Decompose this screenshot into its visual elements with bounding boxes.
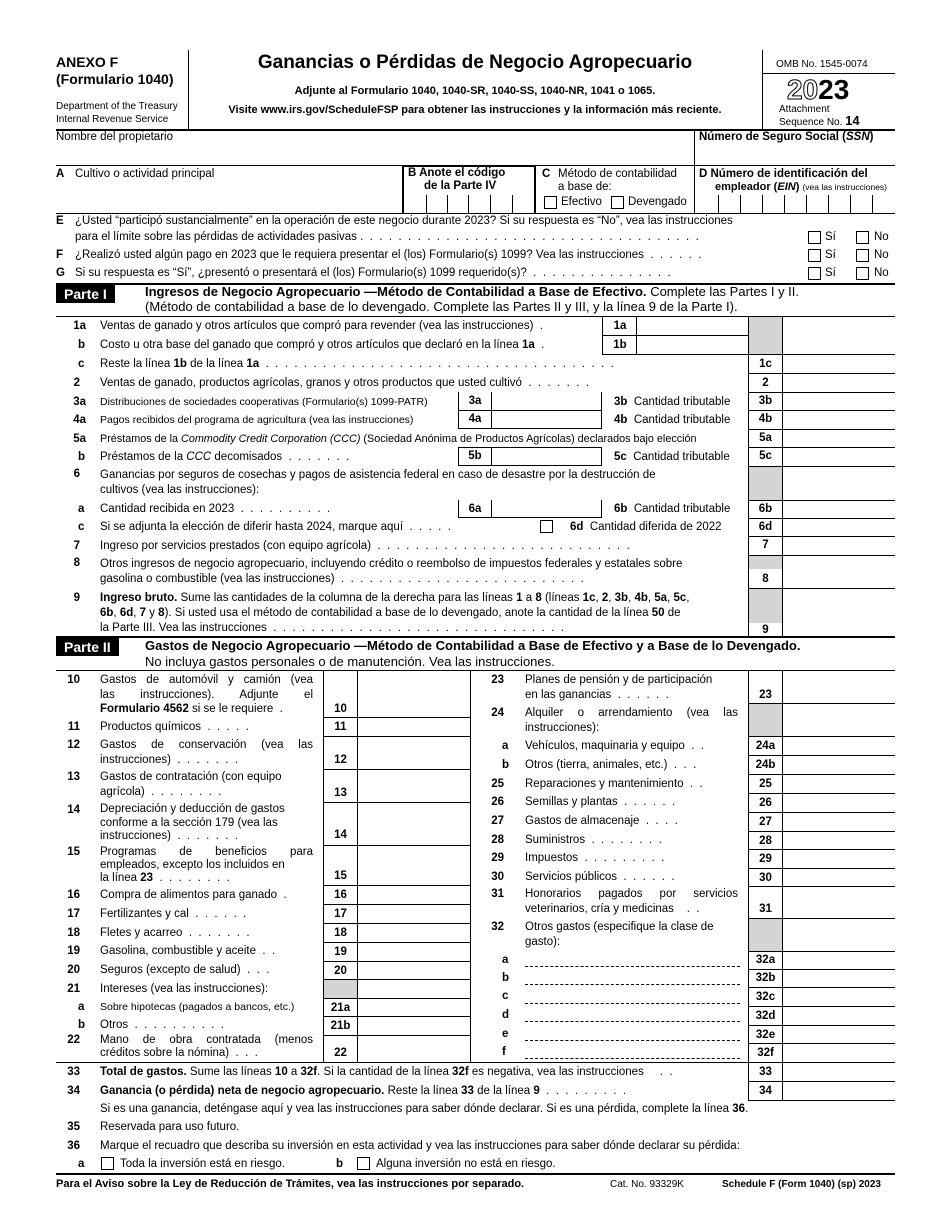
line-g-letter: G xyxy=(56,267,65,279)
line-26-amount[interactable] xyxy=(783,794,895,812)
line-3b-amount[interactable] xyxy=(783,392,895,410)
line-13-text: Gastos de contratación (con equipo xyxy=(100,771,282,783)
line-32c-box: 32c xyxy=(755,991,776,1003)
line-20-amount[interactable] xyxy=(358,962,470,979)
line-18-amount[interactable] xyxy=(358,924,470,942)
line-15-box: 15 xyxy=(334,870,347,882)
line-23-num: 23 xyxy=(491,674,504,686)
line-5c-amount[interactable] xyxy=(783,447,895,465)
line-32d-num: d xyxy=(502,1009,510,1021)
part2-title: Gastos de Negocio Agropecuario —Método de Contabilidad a Base de Efectivo y a Base de lo Devengado. xyxy=(145,638,801,653)
line-1c-amount[interactable] xyxy=(783,355,895,373)
line-1a-text: Ventas de ganado y otros artículos que compró para revender (vea las instrucciones) . xyxy=(100,320,543,332)
cash-method-label: Efectivo xyxy=(561,196,602,208)
line-13-amount[interactable] xyxy=(358,770,470,802)
tax-year: 2023 xyxy=(787,74,850,105)
line-25-amount[interactable] xyxy=(783,775,895,793)
line-e-yes-label: Sí xyxy=(825,231,836,243)
line-21a-amount[interactable] xyxy=(358,999,470,1016)
line-22-text2: créditos sobre la nómina) . . . xyxy=(100,1047,258,1059)
line-31-amount[interactable] xyxy=(783,887,895,918)
ssn-field[interactable] xyxy=(696,145,894,165)
line-21b-text: Otros . . . . . . . . . . xyxy=(100,1019,224,1031)
line-32-num: 32 xyxy=(491,921,504,933)
line-11-text: Productos químicos . . . . . xyxy=(100,721,249,733)
line-f-letter: F xyxy=(56,249,64,261)
line-33-amount[interactable] xyxy=(783,1063,895,1081)
line-6-num: 6 xyxy=(73,468,80,480)
line-14-text3: instrucciones) . . . . . . . xyxy=(100,830,239,842)
line-3b-text: 3b Cantidad tributable xyxy=(614,396,731,408)
line-1c-box: 1c xyxy=(759,358,772,370)
line-3b-box: 3b xyxy=(758,395,773,407)
line-4b-text: 4b Cantidad tributable xyxy=(614,414,731,426)
line-35-text: Reservada para uso futuro. xyxy=(100,1121,240,1133)
line-33-text: Total de gastos. Sume las líneas 10 a 32f. Si la cantidad de la línea 32f es negativa, vea las instrucciones . . xyxy=(100,1066,673,1078)
line-32c-description[interactable] xyxy=(525,989,740,1003)
form-id: ANEXO F xyxy=(56,54,119,70)
line-18-text: Fletes y acarreo . . . . . . . xyxy=(100,927,250,939)
line-g-no-label: No xyxy=(874,267,889,279)
line-22-text: Mano de obra contratada (menos xyxy=(100,1034,313,1046)
line-9-num: 9 xyxy=(73,592,80,604)
accrual-method-checkbox[interactable] xyxy=(611,196,624,209)
line-20-num: 20 xyxy=(67,964,80,976)
line-9-text: Ingreso bruto. Sume las cantidades de la columna de la derecha para las líneas 1 a 8 (líneas 1c, 2, 3b, 4b, 5a, 5c, xyxy=(100,592,690,604)
line-32a-box: 32a xyxy=(755,954,776,966)
line-6-text: Ganancias por seguros de cosechas y pagos de asistencia federal en caso de desastre por la destrucción de xyxy=(100,469,656,481)
line-21b-box: 21b xyxy=(330,1020,351,1032)
line-24-text: Alquiler o arrendamiento (vea las xyxy=(525,707,738,719)
line-32e-num: e xyxy=(502,1028,509,1040)
line-33-box: 33 xyxy=(759,1066,772,1078)
line-g-no-checkbox[interactable] xyxy=(856,267,869,280)
line-14-text: Depreciación y deducción de gastos xyxy=(100,803,285,815)
line-17-box: 17 xyxy=(334,908,347,920)
line-9-text3: la Parte III. Vea las instrucciones . . . . . . . . . . . . . . . . . . . . . . . . . . . . . . . xyxy=(100,622,564,634)
line-32b-amount[interactable] xyxy=(783,970,895,987)
line-26-box: 26 xyxy=(759,797,772,809)
line-6d-amount[interactable] xyxy=(783,518,895,536)
form-sub: (Formulario 1040) xyxy=(56,71,174,87)
line-26-text: Semillas y plantas . . . . . . xyxy=(525,796,676,808)
line-20-box: 20 xyxy=(334,965,347,977)
line-23-text: Planes de pensión y de participación xyxy=(525,674,713,686)
line-1c-text: Reste la línea 1b de la línea 1a . . . . . . . . . . . . . . . . . . . . . . . . . . . . . . . . . . . . . xyxy=(100,358,614,370)
line-4b-box: 4b xyxy=(758,413,773,425)
line-g-yes-label: Sí xyxy=(825,267,836,279)
line-28-text: Suministros . . . . . . . . xyxy=(525,834,662,846)
line-19-box: 19 xyxy=(334,946,347,958)
footer-form: Schedule F (Form 1040) (sp) 2023 xyxy=(722,1179,881,1190)
line-16-text: Compra de alimentos para ganado . xyxy=(100,889,287,901)
line-21b-amount[interactable] xyxy=(358,1017,470,1035)
line-30-amount[interactable] xyxy=(783,869,895,886)
line-36-text: Marque el recuadro que describa su inversión en esta actividad y vea las instrucciones para saber dónde declarar su pérdida: xyxy=(100,1140,740,1152)
part1-title: Ingresos de Negocio Agropecuario —Método de Contabilidad a Base de Efectivo. Complete las Partes I y II. xyxy=(145,284,800,299)
line-24-num: 24 xyxy=(491,707,504,719)
line-2-amount[interactable] xyxy=(783,374,895,392)
line-g-text: Si su respuesta es “Sí”, ¿presentó o presentará el (los) Formulario(s) 1099 requerido(s)? . . . . . . . . . . . . . . . xyxy=(75,267,671,279)
line-32c-num: c xyxy=(502,990,509,1002)
line-c-label: Método de contabilidad xyxy=(558,168,677,180)
line-6b-amount[interactable] xyxy=(783,500,895,518)
line-8-num: 8 xyxy=(73,557,80,569)
cash-method-checkbox[interactable] xyxy=(544,196,557,209)
line-16-amount[interactable] xyxy=(358,886,470,904)
line-17-text: Fertilizantes y cal . . . . . . xyxy=(100,908,247,920)
line-24b-box: 24b xyxy=(755,759,776,771)
dept-line1: Department of the Treasury xyxy=(56,101,178,112)
line-28-num: 28 xyxy=(491,834,504,846)
line-17-amount[interactable] xyxy=(358,905,470,923)
line-32d-amount[interactable] xyxy=(783,1007,895,1025)
line-12-amount[interactable] xyxy=(358,737,470,769)
line-1b-text: Costo u otra base del ganado que compró y otros artículos que declaró en la línea 1a . xyxy=(100,339,545,351)
line-a-letter: A xyxy=(56,168,65,180)
line-6a-text: Cantidad recibida en 2023 . . . . . . . . . . xyxy=(100,503,331,515)
line-1c-num: c xyxy=(78,358,85,370)
line-27-amount[interactable] xyxy=(783,813,895,831)
line-36b-num: b xyxy=(336,1158,344,1170)
line-36b-text: Alguna inversión no está en riesgo. xyxy=(376,1158,556,1170)
line-3a-box: 3a xyxy=(468,395,482,407)
attachment-label: Attachment xyxy=(779,104,830,115)
line-15-text: Programas de beneficios para xyxy=(100,846,313,858)
line-13-box: 13 xyxy=(334,787,347,799)
line-6a-num: a xyxy=(78,503,85,515)
line-11-amount[interactable] xyxy=(358,718,470,736)
line-32f-box: 32f xyxy=(757,1047,774,1059)
line-23-box: 23 xyxy=(759,689,772,701)
line-4a-amount[interactable] xyxy=(492,411,602,429)
line-35-num: 35 xyxy=(67,1121,80,1133)
line-22-amount[interactable] xyxy=(358,1036,470,1062)
line-5a-num: 5a xyxy=(73,433,86,445)
line-16-box: 16 xyxy=(334,889,347,901)
line-d-label: D Número de identificación del xyxy=(699,168,868,180)
line-34-box: 34 xyxy=(759,1085,772,1097)
line-24a-box: 24a xyxy=(755,740,776,752)
line-4a-box: 4a xyxy=(468,413,482,425)
line-d-label2: empleador (EIN) (vea las instrucciones) xyxy=(715,181,887,193)
line-e-no-checkbox[interactable] xyxy=(856,231,869,244)
line-9-box: 9 xyxy=(762,624,769,636)
line-e-yes-checkbox[interactable] xyxy=(808,231,821,244)
line-8-amount[interactable] xyxy=(783,569,895,588)
line-25-text: Reparaciones y mantenimiento . . xyxy=(525,778,703,790)
line-10-amount[interactable] xyxy=(358,671,470,717)
line-c-letter: C xyxy=(542,168,551,180)
line-24b-amount[interactable] xyxy=(783,756,895,774)
line-1b-num: b xyxy=(78,339,86,351)
omb-number: OMB No. 1545-0074 xyxy=(776,59,868,70)
line-15-text3: la línea 23 . . . . . . . . xyxy=(100,872,230,884)
line-36a-text: Toda la inversión está en riesgo. xyxy=(120,1158,285,1170)
line-32b-box: 32b xyxy=(755,972,776,984)
line-2-box: 2 xyxy=(762,377,769,389)
dept-line2: Internal Revenue Service xyxy=(56,114,169,125)
line-5c-box: 5c xyxy=(759,450,772,462)
line-10-text3: Formulario 4562 si se le requiere . xyxy=(100,703,283,715)
line-21-text: Intereses (vea las instrucciones): xyxy=(100,983,269,995)
line-14-amount[interactable] xyxy=(358,803,470,845)
line-31-text2: veterinarios, cría y medicinas . . xyxy=(525,903,700,915)
ein-field[interactable] xyxy=(696,195,894,213)
accrual-method-label: Devengado xyxy=(628,196,687,208)
line-30-text: Servicios públicos . . . . . . xyxy=(525,871,675,883)
line-32d-box: 32d xyxy=(755,1010,776,1022)
line-f-yes-label: Sí xyxy=(825,249,836,261)
line-31-text: Honorarios pagados por servicios xyxy=(525,888,738,900)
line-25-num: 25 xyxy=(491,778,504,790)
line-30-box: 30 xyxy=(759,872,772,884)
footer-notice: Para el Aviso sobre la Ley de Reducción de Trámites, vea las instrucciones por separado. xyxy=(56,1178,525,1190)
line-33-num: 33 xyxy=(67,1066,80,1078)
line-5c-text: 5c Cantidad tributable xyxy=(614,451,730,463)
line-17-num: 17 xyxy=(67,908,80,920)
line-27-box: 27 xyxy=(759,816,772,828)
line-2-num: 2 xyxy=(73,377,80,389)
line-9-text2: 6b, 6d, 7 y 8). Si usted usa el método de contabilidad a base de lo devengado, anote la cantidad de la línea 50 de xyxy=(100,607,681,619)
line-e-letter: E xyxy=(56,215,64,227)
line-b-label2: de la Parte IV xyxy=(424,180,497,192)
footer-cat: Cat. No. 93329K xyxy=(610,1179,684,1190)
line-25-box: 25 xyxy=(759,778,772,790)
line-20-text: Seguros (excepto de salud) . . . xyxy=(100,964,270,976)
line-6c-num: c xyxy=(78,521,85,533)
line-21a-num: a xyxy=(78,1001,85,1013)
line-5b-box: 5b xyxy=(468,450,482,462)
line-32a-description[interactable] xyxy=(525,952,740,966)
line-31-box: 31 xyxy=(759,903,772,915)
principal-activity-field[interactable] xyxy=(75,184,401,212)
line-16-num: 16 xyxy=(67,889,80,901)
line-21b-num: b xyxy=(78,1019,86,1031)
line-7-box: 7 xyxy=(762,539,769,551)
line-30-num: 30 xyxy=(491,871,504,883)
line-1a-box: 1a xyxy=(613,320,627,332)
line-13-text2: agrícola) . . . . . . . . xyxy=(100,786,222,798)
line-19-num: 19 xyxy=(67,945,80,957)
line-21a-box: 21a xyxy=(330,1002,351,1014)
line-a-label: Cultivo o actividad principal xyxy=(75,168,215,180)
line-27-text: Gastos de almacenaje . . . . xyxy=(525,815,678,827)
line-14-box: 14 xyxy=(334,829,347,841)
line-24b-text: Otros (tierra, animales, etc.) . . . xyxy=(525,759,697,771)
line-f-no-checkbox[interactable] xyxy=(856,249,869,262)
line-12-text: Gastos de conservación (vea las xyxy=(100,739,313,751)
line-3a-amount[interactable] xyxy=(492,392,602,410)
line-34-amount[interactable] xyxy=(783,1082,895,1100)
line-6b-box: 6b xyxy=(758,503,773,515)
line-32-text2: gasto): xyxy=(525,936,561,948)
line-24-text2: instrucciones): xyxy=(525,722,600,734)
visit-note: Visite www.irs.gov/ScheduleFSP para obtener las instrucciones y la información más reciente. xyxy=(228,104,722,116)
line-8-box: 8 xyxy=(762,573,769,585)
line-32e-description[interactable] xyxy=(525,1026,740,1040)
line-32e-amount[interactable] xyxy=(783,1026,895,1043)
line-13-num: 13 xyxy=(67,771,80,783)
line-23-amount[interactable] xyxy=(783,671,895,703)
line-18-num: 18 xyxy=(67,927,80,939)
line-23-text2: en las ganancias . . . . . . xyxy=(525,689,669,701)
line-31-num: 31 xyxy=(491,888,504,900)
line-f-no-label: No xyxy=(874,249,889,261)
line-32d-description[interactable] xyxy=(525,1007,740,1021)
line-12-text2: instrucciones) . . . . . . . xyxy=(100,754,239,766)
line-32-text: Otros gastos (especifique la clase de xyxy=(525,921,714,933)
line-19-text: Gasolina, combustible y aceite . . xyxy=(100,945,276,957)
part2-title2: No incluya gastos personales o de manutención. Vea las instrucciones. xyxy=(145,654,555,669)
line-b-label: B Anote el código xyxy=(408,167,506,179)
line-14-text2: conforme a la sección 179 (vea las xyxy=(100,817,278,829)
line-7-num: 7 xyxy=(73,540,80,552)
line-15-num: 15 xyxy=(67,846,80,858)
line-12-num: 12 xyxy=(67,739,80,751)
line-c-label2: a base de: xyxy=(558,181,612,193)
line-32a-amount[interactable] xyxy=(783,952,895,969)
line-29-num: 29 xyxy=(491,852,504,864)
line-6-text2: cultivos (vea las instrucciones): xyxy=(100,484,260,496)
ssn-label: Número de Seguro Social (SSN) xyxy=(699,131,874,143)
line-28-amount[interactable] xyxy=(783,832,895,849)
line-19-amount[interactable] xyxy=(358,943,470,961)
line-5a-box: 5a xyxy=(759,432,772,444)
line-22-box: 22 xyxy=(334,1047,347,1059)
line-15-amount[interactable] xyxy=(358,846,470,885)
line-1b-amount[interactable] xyxy=(637,336,747,354)
line-4a-num: 4a xyxy=(73,414,86,426)
line-8-text: Otros ingresos de negocio agropecuario, incluyendo crédito o reembolso de impuestos federales y estatales sobre xyxy=(100,558,683,570)
line-32b-num: b xyxy=(502,972,510,984)
line-32b-description[interactable] xyxy=(525,970,740,984)
part2-label: Parte II xyxy=(56,638,119,656)
attach-note: Adjunte al Formulario 1040, 1040-SR, 1040-SS, 1040-NR, 1041 o 1065. xyxy=(294,85,656,97)
line-32f-amount[interactable] xyxy=(783,1044,895,1062)
line-g-yes-checkbox[interactable] xyxy=(808,267,821,280)
line-e-text2: para el límite sobre las pérdidas de actividades pasivas . . . . . . . . . . . . . . . . . . . . . . . . . . . . . . . . . . . . xyxy=(75,231,699,243)
line-29-box: 29 xyxy=(759,853,772,865)
line-6a-box: 6a xyxy=(468,503,482,515)
line-e-text: ¿Usted “participó sustancialmente” en la operación de este negocio durante 2023? Si su respuesta es “No”, vea las instrucciones xyxy=(75,215,733,227)
line-5b-num: b xyxy=(78,451,86,463)
line-24a-text: Vehículos, maquinaria y equipo . . xyxy=(525,740,704,752)
line-15-text2: empleados, excepto los incluidos en xyxy=(100,859,285,871)
line-1a-amount[interactable] xyxy=(637,317,747,335)
line-22-num: 22 xyxy=(67,1034,80,1046)
line-24a-num: a xyxy=(502,740,509,752)
line-34-num: 34 xyxy=(67,1085,80,1097)
line-e-no-label: No xyxy=(874,231,889,243)
line-18-box: 18 xyxy=(334,927,347,939)
line-32f-num: f xyxy=(502,1046,506,1058)
line-21a-text: Sobre hipotecas (pagados a bancos, etc.) xyxy=(100,1001,295,1013)
line-6b-text: 6b Cantidad tributable xyxy=(614,503,731,515)
line-10-text2: las instrucciones). Adjunte el xyxy=(100,689,313,701)
sequence-label: Sequence No. 14 xyxy=(779,113,860,128)
line-12-box: 12 xyxy=(334,754,347,766)
line-8-text2: gasolina o combustible (vea las instrucciones) . . . . . . . . . . . . . . . . . . . . . . . . . . xyxy=(100,573,584,585)
line-27-num: 27 xyxy=(491,815,504,827)
line-f-text: ¿Realizó usted algún pago en 2023 que le requiera presentar el (los) Formulario(s) 1099? Vea las instrucciones . . . . . . xyxy=(75,249,702,261)
owner-name-label: Nombre del propietario xyxy=(56,131,173,143)
line-2-text: Ventas de ganado, productos agrícolas, granos y otros productos que usted cultivó . . . . . . . xyxy=(100,377,590,389)
all-at-risk-checkbox[interactable] xyxy=(101,1157,114,1170)
part1-label: Parte I xyxy=(56,285,115,303)
line-10-text: Gastos de automóvil y camión (vea xyxy=(100,674,313,686)
line-10-box: 10 xyxy=(334,703,347,715)
line-26-num: 26 xyxy=(491,796,504,808)
line-11-box: 11 xyxy=(334,721,347,733)
line-5b-text: Préstamos de la CCC decomisados . . . . . . . xyxy=(100,451,350,463)
line-10-num: 10 xyxy=(67,674,80,686)
part1-title2: (Método de contabilidad a base de lo devengado. Complete las Partes II y III, y la línea 9 de la Parte I). xyxy=(145,299,738,314)
line-29-amount[interactable] xyxy=(783,850,895,868)
line-34-note: Si es una ganancia, deténgase aquí y vea las instrucciones para saber dónde declarar. Si es una pérdida, complete la línea 36. xyxy=(100,1103,749,1115)
line-6d-text: 6d Cantidad diferida de 2022 xyxy=(570,521,722,533)
line-6d-box: 6d xyxy=(758,521,773,533)
line-28-box: 28 xyxy=(759,835,772,847)
line-36a-num: a xyxy=(78,1158,85,1170)
line-9-amount[interactable] xyxy=(783,620,895,636)
line-3a-text: Distribuciones de sociedades cooperativas (Formulario(s) 1099-PATR) xyxy=(100,396,428,408)
line-6a-amount[interactable] xyxy=(492,500,602,518)
line-36-num: 36 xyxy=(67,1140,80,1152)
part4-code-field[interactable] xyxy=(404,195,534,213)
line-14-num: 14 xyxy=(67,804,80,816)
line-32c-amount[interactable] xyxy=(783,988,895,1006)
line-24b-num: b xyxy=(502,759,510,771)
line-11-num: 11 xyxy=(67,721,80,733)
line-1a-num: 1a xyxy=(73,320,86,332)
line-5a-text: Préstamos de la Commodity Credit Corporation (CCC) (Sociedad Anónima de Productos Agrícolas) declarados bajo elección xyxy=(100,433,697,445)
line-34-text: Ganancia (o pérdida) neta de negocio agropecuario. Reste la línea 33 de la línea 9 . . . . . . . . . xyxy=(100,1085,627,1097)
line-5b-amount[interactable] xyxy=(492,448,602,466)
some-not-at-risk-checkbox[interactable] xyxy=(357,1157,370,1170)
line-32a-num: a xyxy=(502,954,509,966)
line-32e-box: 32e xyxy=(755,1029,776,1041)
line-29-text: Impuestos . . . . . . . . . xyxy=(525,852,665,864)
line-5a-amount[interactable] xyxy=(783,429,895,447)
line-4b-amount[interactable] xyxy=(783,410,895,428)
line-6c-text: Si se adjunta la elección de diferir hasta 2024, marque aquí . . . . . xyxy=(100,521,451,533)
line-3a-num: 3a xyxy=(73,396,86,408)
line-24a-amount[interactable] xyxy=(783,737,895,755)
line-7-text: Ingreso por servicios prestados (con equipo agrícola) . . . . . . . . . . . . . . . . . . . . . . . . . . . xyxy=(100,540,630,552)
line-21-num: 21 xyxy=(67,983,80,995)
line-6c-checkbox[interactable] xyxy=(540,520,553,533)
form-title: Ganancias o Pérdidas de Negocio Agropecuario xyxy=(257,52,693,73)
line-4a-text: Pagos recibidos del programa de agricultura (vea las instrucciones) xyxy=(100,414,414,426)
line-32f-description[interactable] xyxy=(525,1044,740,1058)
line-f-yes-checkbox[interactable] xyxy=(808,249,821,262)
line-1b-box: 1b xyxy=(613,339,627,351)
line-7-amount[interactable] xyxy=(783,536,895,554)
owner-name-field[interactable] xyxy=(56,145,694,165)
